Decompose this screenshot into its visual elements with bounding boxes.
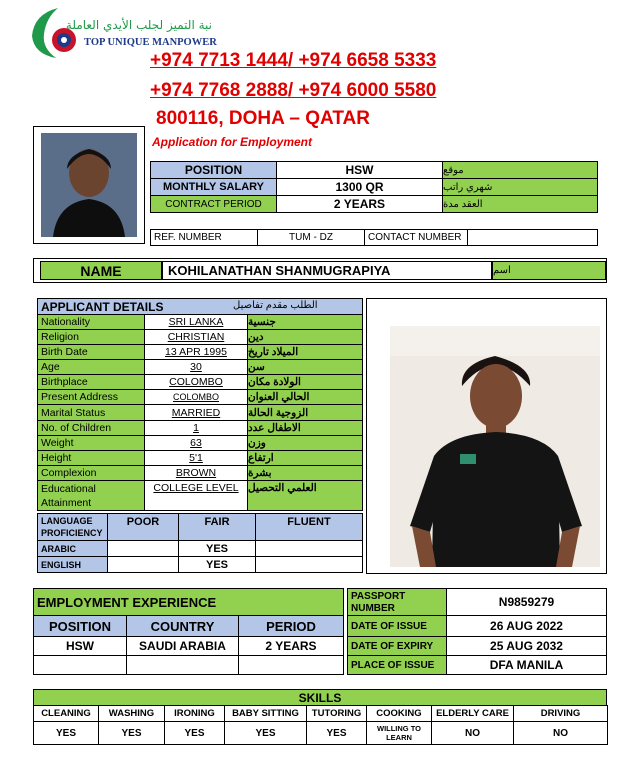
applicant-detail-label: Height — [37, 450, 145, 466]
applicant-photo-small-frame — [33, 126, 145, 244]
skill-header: IRONING — [164, 705, 225, 722]
contract-label: CONTRACT PERIOD — [150, 195, 277, 213]
skill-value: YES — [33, 721, 99, 745]
applicant-detail-label: Birth Date — [37, 344, 145, 360]
logo-english-text: TOP UNIQUE MANPOWER — [84, 37, 217, 48]
passport-number-value: N9859279 — [446, 588, 607, 616]
applicant-detail-value: COLLEGE LEVEL — [144, 480, 248, 511]
position-arabic: موقع — [442, 161, 598, 179]
date-of-issue-value: 26 AUG 2022 — [446, 615, 607, 637]
language-col-poor: POOR — [107, 513, 179, 541]
language-arabic-fluent — [255, 540, 363, 557]
date-of-issue-label: DATE OF ISSUE — [347, 615, 447, 637]
contract-arabic: العقد مدة — [442, 195, 598, 213]
applicant-details-title: APPLICANT DETAILS — [41, 300, 164, 314]
applicant-photo-large — [390, 326, 600, 567]
experience-row-1-country: SAUDI ARABIA — [126, 636, 239, 656]
applicant-detail-value: 30 — [144, 359, 248, 375]
applicant-details-header — [37, 298, 363, 315]
experience-row-2-country — [126, 655, 239, 675]
place-of-issue-value: DFA MANILA — [446, 655, 607, 675]
applicant-detail-arabic: العلمي التحصيل — [247, 480, 363, 511]
experience-row-1-period: 2 YEARS — [238, 636, 344, 656]
applicant-details-title-arabic: الطلب مقدم تفاصيل — [233, 300, 318, 311]
application-subtitle: Application for Employment — [152, 135, 313, 149]
applicant-detail-arabic: جنسية — [247, 314, 363, 330]
position-value: HSW — [276, 161, 443, 179]
experience-row-2-period — [238, 655, 344, 675]
skill-header: CLEANING — [33, 705, 99, 722]
language-arabic-fair: YES — [178, 540, 256, 557]
name-value: KOHILANATHAN SHANMUGRAPIYA — [162, 261, 492, 280]
address-line: 800116, DOHA – QATAR — [156, 108, 371, 129]
place-of-issue-label: PLACE OF ISSUE — [347, 655, 447, 675]
language-arabic-label: ARABIC — [37, 540, 108, 557]
applicant-detail-label: Religion — [37, 329, 145, 345]
phone-line-2: +974 7768 2888/ +974 6000 5580 — [150, 80, 437, 101]
applicant-detail-label: Age — [37, 359, 145, 375]
contract-value: 2 YEARS — [276, 195, 443, 213]
experience-row-2-position — [33, 655, 127, 675]
applicant-detail-value: COLOMBO — [144, 389, 248, 405]
skill-value: WILLING TO LEARN — [366, 721, 432, 745]
salary-label: MONTHLY SALARY — [150, 178, 277, 196]
experience-col-position: POSITION — [33, 615, 127, 637]
applicant-detail-label: Nationality — [37, 314, 145, 330]
applicant-detail-label: Weight — [37, 435, 145, 451]
salary-arabic: شهري راتب — [442, 178, 598, 196]
experience-row-1-position: HSW — [33, 636, 127, 656]
skill-value: YES — [224, 721, 307, 745]
skill-value: YES — [164, 721, 225, 745]
skill-value: NO — [431, 721, 514, 745]
language-col-fluent: FLUENT — [255, 513, 363, 541]
phone-line-1: +974 7713 1444/ +974 6658 5333 — [150, 50, 437, 71]
date-of-expiry-label: DATE OF EXPIRY — [347, 636, 447, 656]
applicant-detail-label: Educational Attainment — [37, 480, 145, 511]
applicant-detail-label: Complexion — [37, 465, 145, 481]
applicant-detail-arabic: دين — [247, 329, 363, 345]
skill-header: WASHING — [98, 705, 165, 722]
skill-header: TUTORING — [306, 705, 367, 722]
contact-number-value — [467, 229, 598, 246]
language-english-fair: YES — [178, 556, 256, 573]
applicant-detail-arabic: الزوجية الحالة — [247, 404, 363, 421]
name-label: NAME — [40, 261, 162, 280]
experience-col-country: COUNTRY — [126, 615, 239, 637]
logo-arabic-text: نبة التميز لجلب الأيدي العاملة — [65, 18, 212, 32]
applicant-detail-arabic: الاطفال عدد — [247, 420, 363, 436]
applicant-detail-arabic: الميلاد تاريخ — [247, 344, 363, 360]
applicant-detail-arabic: بشرة — [247, 465, 363, 481]
applicant-detail-value: MARRIED — [144, 404, 248, 421]
applicant-detail-value: 1 — [144, 420, 248, 436]
applicant-detail-value: 5'1 — [144, 450, 248, 466]
skill-header: ELDERLY CARE — [431, 705, 514, 722]
passport-number-label: PASSPORT NUMBER — [347, 588, 447, 616]
skills-title: SKILLS — [33, 689, 607, 706]
applicant-detail-value: SRI LANKA — [144, 314, 248, 330]
position-label: POSITION — [150, 161, 277, 179]
skill-header: COOKING — [366, 705, 432, 722]
skill-value: NO — [513, 721, 608, 745]
applicant-detail-value: 13 APR 1995 — [144, 344, 248, 360]
applicant-photo-large-frame — [366, 298, 607, 574]
skill-header: DRIVING — [513, 705, 608, 722]
applicant-detail-arabic: الحالي العنوان — [247, 389, 363, 405]
contact-number-label: CONTACT NUMBER — [364, 229, 468, 246]
applicant-detail-value: COLOMBO — [144, 374, 248, 390]
applicant-detail-arabic: سن — [247, 359, 363, 375]
applicant-detail-label: No. of Children — [37, 420, 145, 436]
applicant-detail-value: CHRISTIAN — [144, 329, 248, 345]
language-col-fair: FAIR — [178, 513, 256, 541]
ref-number-label: REF. NUMBER — [150, 229, 258, 246]
applicant-detail-label: Present Address — [37, 389, 145, 405]
applicant-detail-arabic: ارتفاع — [247, 450, 363, 466]
language-english-fluent — [255, 556, 363, 573]
applicant-detail-arabic: وزن — [247, 435, 363, 451]
applicant-photo-small — [41, 133, 137, 237]
skill-value: YES — [98, 721, 165, 745]
language-arabic-poor — [107, 540, 179, 557]
applicant-detail-value: BROWN — [144, 465, 248, 481]
name-row — [33, 258, 607, 283]
employment-experience-title: EMPLOYMENT EXPERIENCE — [33, 588, 344, 616]
salary-value: 1300 QR — [276, 178, 443, 196]
applicant-detail-arabic: الولادة مكان — [247, 374, 363, 390]
language-english-label: ENGLISH — [37, 556, 108, 573]
name-arabic: اسم — [492, 261, 606, 280]
language-english-poor — [107, 556, 179, 573]
date-of-expiry-value: 25 AUG 2032 — [446, 636, 607, 656]
applicant-detail-value: 63 — [144, 435, 248, 451]
applicant-detail-label: Marital Status — [37, 404, 145, 421]
experience-col-period: PERIOD — [238, 615, 344, 637]
applicant-detail-label: Birthplace — [37, 374, 145, 390]
language-header-label: LANGUAGE PROFICIENCY — [37, 513, 108, 541]
ref-number-value: TUM - DZ — [257, 229, 365, 246]
skill-header: BABY SITTING — [224, 705, 307, 722]
skill-value: YES — [306, 721, 367, 745]
